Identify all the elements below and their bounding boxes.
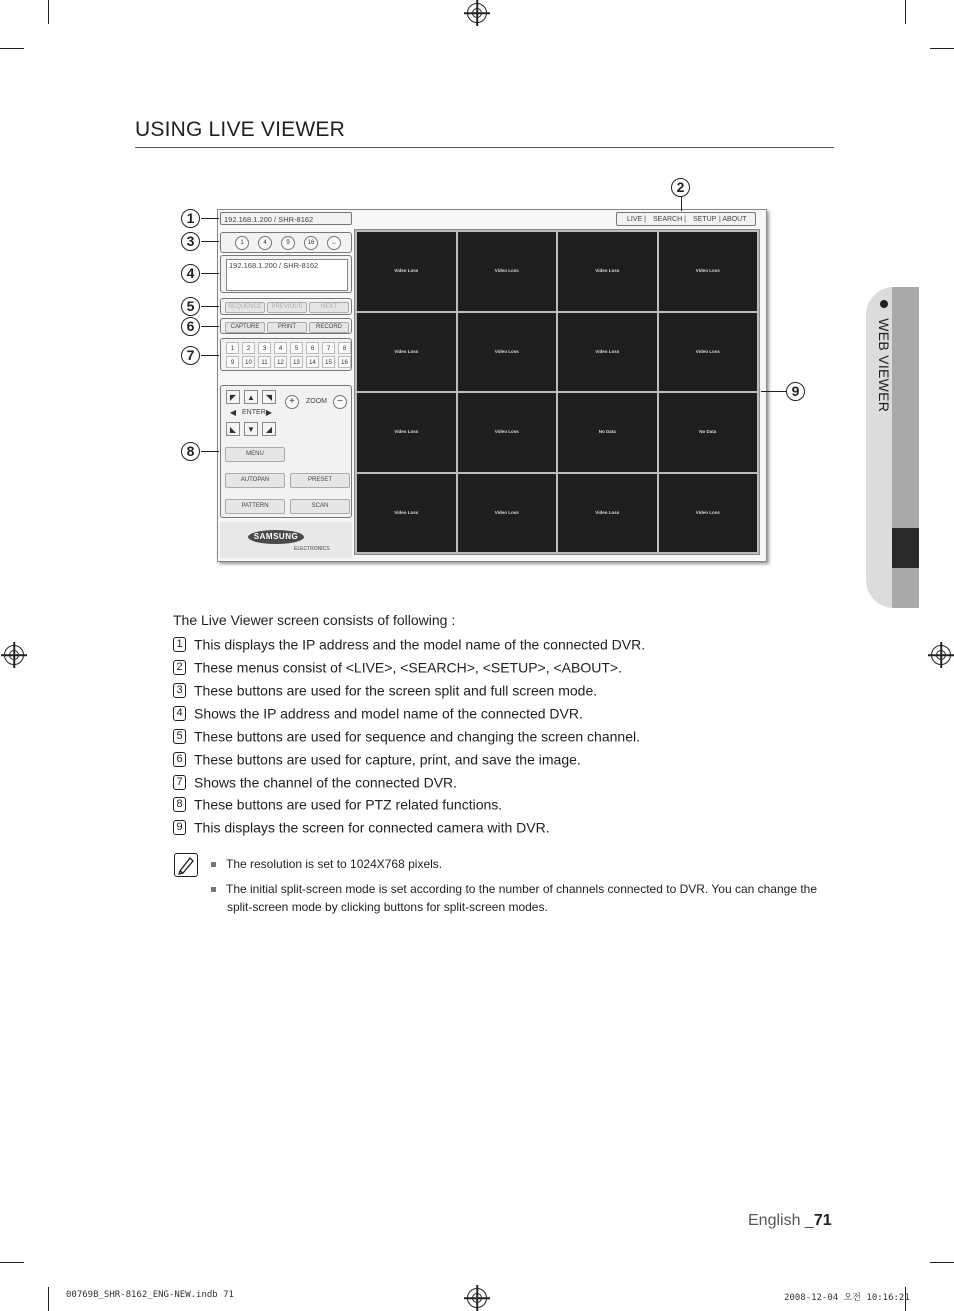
menu-live[interactable]: LIVE |	[627, 216, 646, 223]
dvr-list-panel	[220, 255, 352, 293]
crop-mark	[0, 1262, 24, 1263]
crop-mark	[930, 1262, 954, 1263]
video-cell[interactable]	[458, 313, 557, 392]
video-cell[interactable]	[458, 232, 557, 311]
note-text: The initial split-screen mode is set according to the number of channels connected to DVR. You can change the	[226, 882, 818, 896]
registration-mark-icon	[4, 645, 24, 665]
callout-5: 5	[181, 297, 200, 316]
callout-6: 6	[181, 317, 200, 336]
note-text: The resolution is set to 1024X768 pixels.	[226, 857, 443, 871]
list-number: 4	[173, 706, 186, 721]
channel-button[interactable]: 4	[274, 342, 287, 354]
video-status: Video Loss	[695, 268, 720, 273]
callout-8: 8	[181, 442, 200, 461]
video-status: Video Loss	[494, 268, 519, 273]
list-item	[173, 658, 622, 675]
menu-setup[interactable]: SETUP	[693, 216, 717, 223]
video-status: Video Loss	[494, 348, 519, 354]
callout-4: 4	[181, 264, 200, 283]
page-language: English _	[748, 1212, 814, 1229]
dvr-list[interactable]	[226, 259, 348, 291]
video-cell[interactable]	[558, 474, 657, 553]
channel-button[interactable]: 7	[322, 342, 335, 354]
split-9-button[interactable]: 9	[281, 236, 295, 250]
note-item	[227, 898, 548, 916]
list-item	[173, 704, 583, 721]
list-number: 8	[173, 797, 186, 812]
list-text: This displays the IP address and the model name of the connected DVR.	[194, 636, 646, 653]
footer-file-info: 00769B_SHR-8162_ENG-NEW.indb 71	[66, 1290, 234, 1300]
bullet-icon	[211, 887, 216, 892]
title-divider	[135, 147, 834, 148]
video-cell[interactable]	[458, 474, 557, 553]
crop-mark	[905, 0, 906, 24]
video-cell[interactable]	[558, 232, 657, 311]
zoom-in-icon[interactable]: +	[285, 395, 299, 409]
capture-button[interactable]: CAPTURE	[225, 322, 265, 333]
dvr-list-item[interactable]: 192.168.1.200 / SHR-8162	[229, 261, 319, 270]
list-text: These buttons are used for the screen split and full screen mode.	[194, 682, 598, 699]
side-tab-label	[866, 300, 892, 412]
list-number: 9	[173, 820, 186, 835]
video-status: Video Loss	[595, 348, 620, 354]
channel-button[interactable]: 2	[242, 342, 255, 354]
list-number: 1	[173, 637, 186, 652]
crop-mark	[48, 1287, 49, 1311]
page-title: USING LIVE VIEWER	[135, 118, 345, 141]
video-status: Video Loss	[595, 509, 620, 515]
video-status: Video Loss	[394, 348, 419, 354]
bullet-icon	[211, 862, 216, 867]
split-4-button[interactable]: 4	[258, 236, 272, 250]
registration-mark-icon	[467, 3, 487, 23]
scan-button[interactable]: SCAN	[290, 499, 350, 514]
video-status: Video Loss	[494, 429, 519, 434]
list-number: 7	[173, 775, 186, 790]
list-text: These buttons are used for sequence and changing the screen channel.	[194, 728, 640, 745]
record-button[interactable]: RECORD	[309, 322, 349, 333]
callout-leader	[201, 273, 219, 274]
brand-area	[220, 522, 352, 558]
top-menu-bar	[616, 212, 756, 226]
ptz-left-icon[interactable]: ◀	[229, 408, 237, 417]
video-status: Video Loss	[494, 509, 519, 515]
ptz-up-icon[interactable]: ▲	[244, 390, 258, 404]
ptz-enter-button[interactable]: ENTER	[242, 409, 266, 416]
ptz-right-icon[interactable]: ▶	[265, 408, 273, 417]
samsung-logo: SAMSUNG	[248, 530, 304, 544]
channel-button[interactable]: 6	[306, 342, 319, 354]
ptz-panel	[220, 385, 352, 518]
ptz-down-icon[interactable]: ▼	[244, 422, 258, 436]
video-grid	[354, 229, 760, 555]
list-text: These menus consist of <LIVE>, <SEARCH>, <SETUP>, <ABOUT>.	[194, 659, 622, 676]
video-cell[interactable]	[659, 313, 758, 392]
channel-button[interactable]: 8	[338, 342, 351, 354]
list-item	[173, 727, 640, 744]
video-status: No Data	[598, 429, 616, 434]
list-item	[173, 795, 502, 812]
list-text: This displays the screen for connected camera with DVR.	[194, 819, 550, 836]
preset-button[interactable]: PRESET	[290, 473, 350, 488]
list-number: 2	[173, 660, 186, 675]
video-status: Video Loss	[695, 348, 720, 354]
video-cell[interactable]	[357, 232, 456, 311]
channel-button[interactable]: 9	[226, 356, 239, 368]
menu-about[interactable]: | ABOUT	[719, 216, 747, 223]
channel-button[interactable]: 3	[258, 342, 271, 354]
zoom-out-icon[interactable]: −	[333, 395, 347, 409]
video-cell[interactable]	[558, 313, 657, 392]
registration-mark-icon	[931, 645, 951, 665]
registration-mark-icon	[467, 1288, 487, 1308]
video-cell[interactable]	[357, 474, 456, 553]
list-item	[173, 773, 457, 790]
side-tab-marker	[892, 528, 919, 568]
list-number: 3	[173, 683, 186, 698]
channel-button[interactable]: 14	[306, 356, 319, 368]
video-cell[interactable]	[458, 393, 557, 472]
print-button[interactable]: PRINT	[267, 322, 307, 333]
crop-mark	[48, 0, 49, 24]
ptz-down-left-icon[interactable]: ◣	[226, 422, 240, 436]
callout-leader	[681, 197, 682, 211]
video-cell[interactable]	[659, 474, 758, 553]
list-item	[173, 818, 550, 835]
bullet-icon	[880, 300, 888, 308]
video-status: Video Loss	[595, 268, 620, 273]
fullscreen-button[interactable]: ↔	[327, 236, 341, 250]
channel-button[interactable]: 12	[274, 356, 287, 368]
split-1-button[interactable]: 1	[235, 236, 249, 250]
crop-mark	[930, 48, 954, 49]
video-status: Video Loss	[695, 509, 720, 515]
video-cell[interactable]	[357, 313, 456, 392]
ip-model-box	[220, 212, 352, 225]
footer-timestamp: 2008-12-04 오전 10:16:21	[784, 1293, 910, 1303]
next-button[interactable]: NEXT	[309, 302, 349, 313]
previous-button[interactable]: PREVIOUS	[267, 302, 307, 313]
callout-2: 2	[671, 178, 690, 197]
video-cell[interactable]	[558, 393, 657, 472]
callout-3: 3	[181, 232, 200, 251]
crop-mark	[0, 48, 24, 49]
video-cell[interactable]	[659, 232, 758, 311]
brand-subtitle: ELECTRONICS	[294, 546, 330, 552]
split-button-panel	[220, 232, 352, 253]
video-status: Video Loss	[394, 509, 419, 515]
page-number	[748, 1212, 832, 1230]
ip-model-text: 192.168.1.200 / SHR-8162	[224, 215, 314, 224]
list-text: These buttons are used for capture, print, and save the image.	[194, 751, 581, 768]
video-cell[interactable]	[357, 393, 456, 472]
channel-button[interactable]: 15	[322, 356, 335, 368]
callout-leader	[201, 355, 219, 356]
sequence-panel	[220, 298, 352, 315]
channel-button[interactable]: 13	[290, 356, 303, 368]
autopan-button[interactable]: AUTOPAN	[225, 473, 285, 488]
callout-9: 9	[786, 382, 805, 401]
channel-panel	[220, 338, 352, 371]
callout-leader	[201, 218, 219, 219]
callout-7: 7	[181, 346, 200, 365]
callout-leader	[201, 306, 219, 307]
callout-leader	[201, 326, 219, 327]
list-item	[173, 681, 597, 698]
ptz-menu-button[interactable]: MENU	[225, 447, 285, 462]
callout-leader	[761, 391, 786, 392]
ptz-up-right-icon[interactable]: ◥	[262, 390, 276, 404]
video-status: Video Loss	[394, 268, 419, 273]
list-text: Shows the channel of the connected DVR.	[194, 774, 458, 791]
note-item	[211, 855, 442, 873]
note-item	[211, 880, 817, 898]
pattern-button[interactable]: PATTERN	[225, 499, 285, 514]
list-text: These buttons are used for PTZ related functions.	[194, 796, 503, 813]
callout-leader	[201, 451, 219, 452]
channel-button[interactable]: 11	[258, 356, 271, 368]
intro-text: The Live Viewer screen consists of following :	[173, 612, 456, 628]
video-status: No Data	[699, 429, 717, 434]
video-status: Video Loss	[394, 429, 419, 434]
callout-1: 1	[181, 209, 200, 228]
zoom-label: ZOOM	[306, 398, 327, 405]
list-text: Shows the IP address and model name of the connected DVR.	[194, 705, 583, 722]
channel-button[interactable]: 16	[338, 356, 351, 368]
channel-button[interactable]: 1	[226, 342, 239, 354]
list-number: 5	[173, 729, 186, 744]
list-number: 6	[173, 752, 186, 767]
list-item	[173, 750, 581, 767]
sequence-button[interactable]: SEQUENCE	[225, 302, 265, 313]
note-icon	[174, 853, 198, 877]
page-number-value: 71	[813, 1212, 832, 1229]
callout-leader	[201, 241, 219, 242]
note-text: split-screen mode by clicking buttons for split-screen modes.	[227, 900, 548, 914]
menu-search[interactable]: SEARCH |	[653, 216, 686, 223]
video-cell[interactable]	[659, 393, 758, 472]
live-viewer-screenshot	[217, 209, 767, 562]
channel-button[interactable]: 5	[290, 342, 303, 354]
channel-button[interactable]: 10	[242, 356, 255, 368]
capture-panel	[220, 318, 352, 334]
side-tab-text: WEB VIEWER	[876, 318, 892, 413]
split-16-button[interactable]: 16	[304, 236, 318, 250]
ptz-down-right-icon[interactable]: ◢	[262, 422, 276, 436]
list-item	[173, 635, 645, 652]
ptz-up-left-icon[interactable]: ◤	[226, 390, 240, 404]
